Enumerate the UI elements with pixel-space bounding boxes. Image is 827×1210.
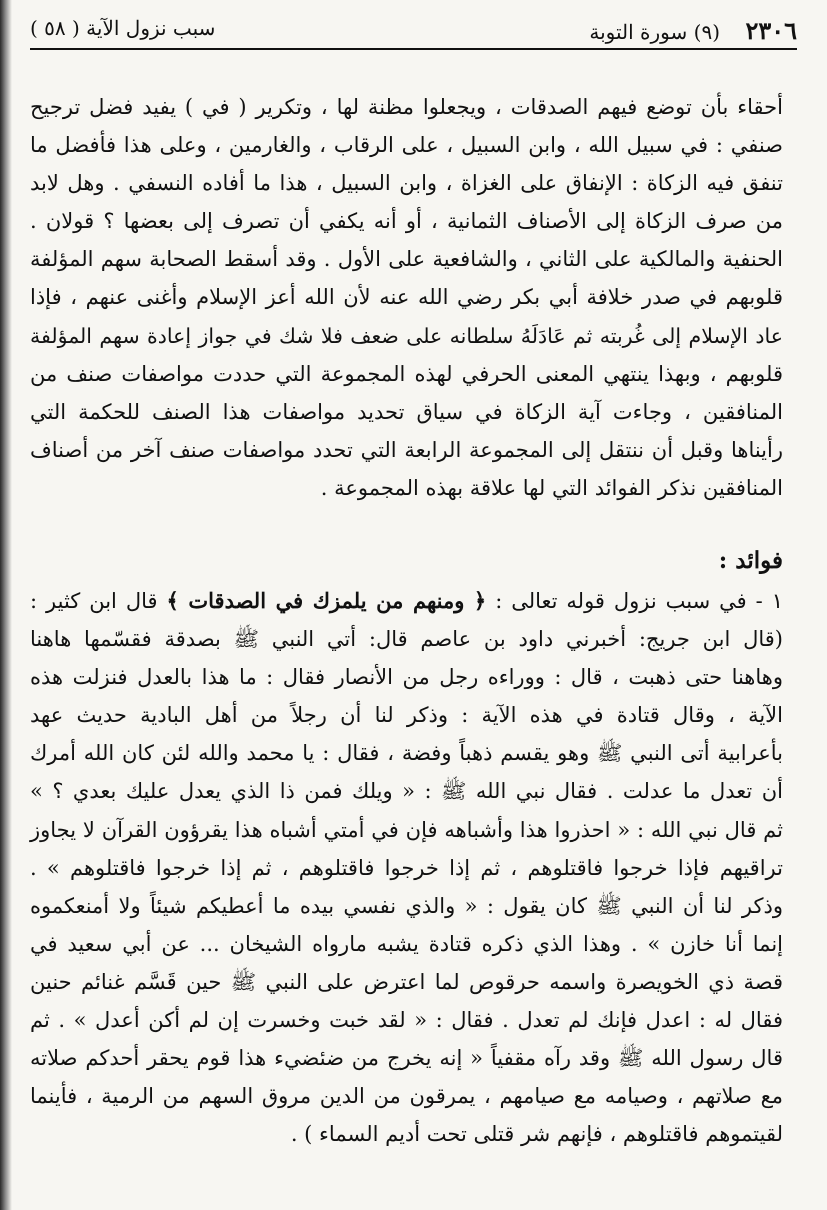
quote-line: أن تعدل ما عدلت . فقال نبي الله ﷺ : « ويلك فمن ذا الذي يعدل عليك بعدي ؟ »: [30, 779, 783, 804]
quote-line: مع صلاتهم ، وصيامه مع صيامهم ، يمرقون من الدين مروق السهم من الرمية ، فأينما: [30, 1084, 783, 1109]
page-number: ٢٣٠٦: [745, 16, 797, 45]
quote-line: قال رسول الله ﷺ وقد رآه مقفياً « إنه يخرج من ضئضيء هذا قوم يحقر أحدكم صلاته: [30, 1046, 783, 1071]
text-line: صنفي : في سبيل الله ، وابن السبيل ، على الرقاب ، والغارمين ، وعلى هذا فأفضل ما: [30, 133, 783, 158]
quote-line: تراقيهم فإذا خرجوا فاقتلوهم ، ثم إذا خرجوا فاقتلوهم ، ثم إذا خرجوا فاقتلوهم » .: [30, 855, 783, 880]
text-line: رأيناها وقبل أن ننتقل إلى المجموعة الرابعة التي تحدد مواصفات صنف آخر من أصناف: [30, 437, 783, 462]
fawaid-section: [30, 540, 783, 1153]
quote-line: لقيتموهم فاقتلوهم ، فإنهم شر قتلى تحت أديم السماء ) .: [290, 1122, 783, 1147]
quote-line: قصة ذي الخويصرة واسمه حرقوص لما اعترض على النبي ﷺ حين قَسَّم غنائم حنين: [30, 969, 783, 994]
quote-line: وذكر لنا أن النبي ﷺ كان يقول : « والذي نفسي بيده ما أعطيكم شيئاً ولا أمنعكموه: [30, 893, 783, 918]
fawaid-heading: فوائد :: [718, 547, 783, 574]
text-line: عاد الإسلام إلى غُربته ثم عَادَلَهُ سلطانه على ضعف فلا شك في جواز إعادة سهم المؤلفة: [30, 323, 783, 348]
text-line: أحقاء بأن توضع فيهم الصدقات ، ويجعلوا مظنة لها ، وتكرير ( في ) يفيد فضل ترجيح: [30, 95, 783, 119]
header-right: [589, 16, 797, 45]
page-edge-shadow: [0, 0, 12, 1210]
text-line: الحنفية والمالكية على الثاني ، والشافعية على الأول . وقد أسقط الصحابة سهم المؤلفة: [30, 247, 783, 272]
item-1-line: [30, 582, 783, 620]
quote-line: إنما أنا خازن » . وهذا الذي ذكره قتادة يشبه مارواه الشيخان ... عن أبي سعيد في: [30, 931, 783, 956]
text-line: من صرف الزكاة إلى الأصناف الثمانية ، أو أنه يكفي أن تصرف إلى بعضها ؟ قولان .: [30, 209, 783, 234]
item-1-suffix: قال ابن كثير :: [30, 589, 158, 613]
item-1-prefix: ١ - في سبب نزول قوله تعالى :: [495, 589, 783, 613]
quote-line: (قال ابن جريج: أخبرني داود بن عاصم قال: أتي النبي ﷺ بصدقة فقسّمها هاهنا: [30, 627, 783, 652]
quote-line: بأعرابية أتى النبي ﷺ وهو يقسم ذهباً وفضة ، فقال : يا محمد والله لئن كان الله أمرك: [30, 741, 783, 766]
text-line: المنافقين نذكر الفوائد التي لها علاقة بهذه المجموعة .: [320, 475, 783, 500]
quote-line: ثم قال نبي الله : « احذروا هذا وأشباهه فإن في أمتي أشباه هذا يقرؤون القرآن لا يجاوز: [30, 817, 783, 842]
text-line: تنفق فيه الزكاة : الإنفاق على الغزاة ، وابن السبيل ، هذا ما أفاده النسفي . وهل لابد: [30, 171, 783, 196]
page-header: [30, 14, 797, 50]
quote-line: فقال له : اعدل فإنك لم تعدل . فقال : « لقد خبت وخسرت إن لم أكن أعدل » . ثم: [30, 1008, 783, 1033]
text-line: المنافقين ، وجاءت آية الزكاة في سياق تحديد مواصفات هذا الصنف للحكمة التي: [30, 399, 783, 424]
section-title: سبب نزول الآية ( ٥٨ ): [30, 16, 216, 40]
text-line: قلوبهم في صدر خلافة أبي بكر رضي الله عنه لأن الله أعز الإسلام وأغنى عنهم ، فإذا: [30, 285, 783, 310]
item-1-verse: ﴿ ومنهم من يلمزك في الصدقات ﴾: [166, 588, 487, 613]
paragraph-main: [30, 88, 783, 507]
quote-line: الآية ، وقال قتادة في هذه الآية : وذكر لنا أن رجلاً من أهل البادية حديث عهد: [30, 703, 783, 728]
surah-title: (٩) سورة التوبة: [589, 20, 720, 44]
quote-line: وهاهنا حتى ذهبت ، قال : ووراءه رجل من الأنصار فقال : ما هذا بالعدل فنزلت هذه: [30, 665, 783, 690]
text-line: قلوبهم ، وبهذا ينتهي المعنى الحرفي لهذه المجموعة التي حددت مواصفات صنف من: [30, 361, 783, 386]
